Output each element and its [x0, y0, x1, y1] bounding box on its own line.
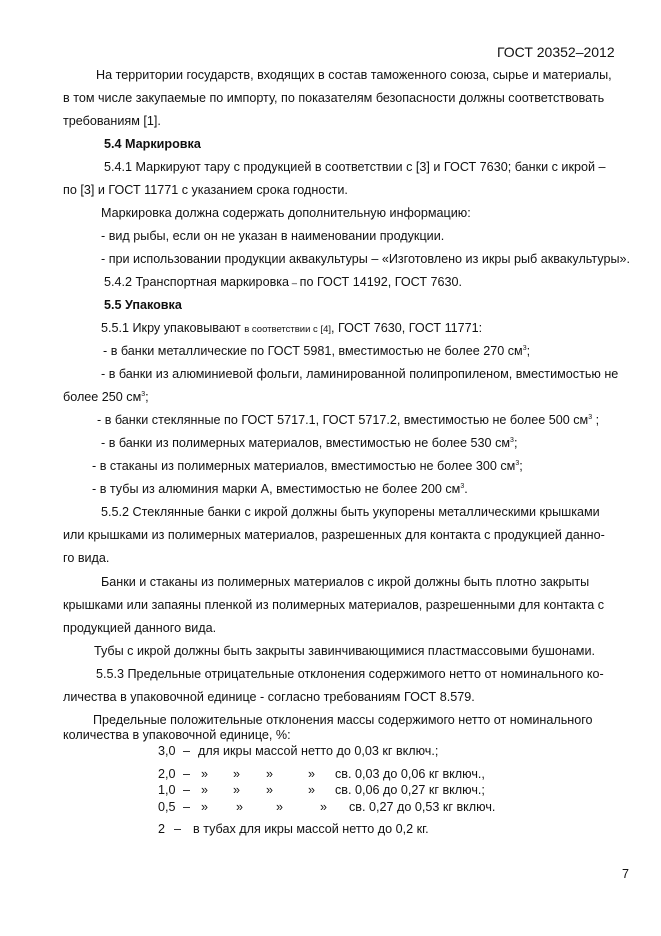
pack-item-1: [103, 343, 530, 359]
ditto-mark: »: [201, 783, 209, 797]
pack-item-1-text: - в банки металлические по ГОСТ 5981, вместимостью не более 270 см: [103, 344, 523, 358]
pack-item-6-end: .: [464, 482, 468, 496]
ditto-mark: »: [201, 767, 209, 781]
pack-item-2-line-1: - в банки из алюминиевой фольги, ламинированной полипропиленом, вместимостью не: [101, 367, 619, 381]
tolerance-value: 0,5: [158, 800, 176, 814]
tolerance-value: 2,0: [158, 767, 176, 781]
ditto-mark: »: [201, 800, 209, 814]
pos-dev-line-1: Предельные положительные отклонения массы содержимого нетто от номинального: [93, 713, 593, 727]
s552-line-3: го вида.: [63, 551, 110, 565]
tolerance-text: для икры массой нетто до 0,03 кг включ.;: [198, 744, 439, 758]
s541-line-2: по [3] и ГОСТ 11771 с указанием срока годности.: [63, 183, 348, 197]
ditto-mark: »: [266, 767, 274, 781]
pack-item-3-text: - в банки стеклянные по ГОСТ 5717.1, ГОСТ 5717.2, вместимостью не более 500 см: [97, 413, 589, 427]
intro-line-3: требованиям [1].: [63, 114, 161, 128]
pack-item-1-sup: 3: [522, 345, 527, 352]
tolerance-text: св. 0,06 до 0,27 кг включ.;: [335, 783, 485, 797]
s552-line-2: или крышками из полимерных материалов, разрешенных для контакта с продукцией данно-: [63, 528, 605, 542]
s542-text-a: 5.4.2 Транспортная маркировка: [104, 275, 290, 289]
pack-item-5-end: ;: [519, 459, 523, 473]
s542-dash: –: [289, 278, 300, 289]
page-number: 7: [622, 867, 630, 881]
pack-item-2-text: более 250 см: [63, 390, 142, 404]
pack-item-3: [97, 412, 599, 428]
ditto-mark: »: [233, 767, 241, 781]
tolerance-dash: –: [183, 800, 191, 814]
tolerance-dash: –: [183, 783, 191, 797]
ditto-mark: »: [308, 767, 316, 781]
tolerance-text: св. 0,03 до 0,06 кг включ.,: [335, 767, 485, 781]
ditto-mark: »: [233, 783, 241, 797]
intro-line-1: На территории государств, входящих в состав таможенного союза, сырье и материалы,: [96, 68, 612, 82]
pack-item-4-text: - в банки из полимерных материалов, вместимостью не более 530 см: [101, 436, 511, 450]
tubes-line: Тубы с икрой должны быть закрыты завинчивающимися пластмассовыми бушонами.: [94, 644, 596, 658]
s552-line-1: 5.5.2 Стеклянные банки с икрой должны быть укупорены металлическими крышками: [101, 505, 600, 519]
s542-line: [104, 274, 462, 292]
jars-line-3: продукцией данного вида.: [63, 621, 217, 635]
intro-line-2: в том числе закупаемые по импорту, по показателям безопасности должны соответствовать: [63, 91, 605, 105]
pack-item-5-text: - в стаканы из полимерных материалов, вместимостью не более 300 см: [92, 459, 516, 473]
tolerance-dash: –: [183, 767, 191, 781]
ditto-mark: »: [236, 800, 244, 814]
marking-item-1: - вид рыбы, если он не указан в наименовании продукции.: [101, 229, 445, 243]
section-5-5-title: 5.5 Упаковка: [104, 298, 182, 312]
pack-item-6-text: - в тубы из алюминия марки А, вместимостью не более 200 см: [92, 482, 461, 496]
s551-text-a: 5.5.1 Икру упаковывают: [101, 321, 245, 335]
pack-item-2-sup: 3: [141, 391, 146, 398]
marking-intro: Маркировка должна содержать дополнительную информацию:: [101, 206, 471, 220]
pack-item-2-line-2: [63, 389, 149, 405]
pack-item-4: [101, 435, 517, 451]
ditto-mark: »: [276, 800, 284, 814]
tolerance-value: 1,0: [158, 783, 176, 797]
s551-text-b: , ГОСТ 7630, ГОСТ 11771:: [331, 321, 483, 335]
pack-item-4-end: ;: [513, 436, 518, 450]
document-code: ГОСТ 20352–2012: [497, 44, 615, 60]
s551-line: [101, 320, 482, 338]
tolerance-dash: –: [174, 822, 182, 836]
jars-line-2: крышками или запаяны пленкой из полимерных материалов, разрешенными для контакта с: [63, 598, 605, 612]
tolerance-text: в тубах для икры массой нетто до 0,2 кг.: [193, 822, 429, 836]
section-5-4-title: 5.4 Маркировка: [104, 137, 201, 151]
ditto-mark: »: [308, 783, 316, 797]
pack-item-5: [92, 458, 523, 474]
s553-line-1: 5.5.3 Предельные отрицательные отклонения содержимого нетто от номинального ко-: [96, 667, 604, 681]
ditto-mark: »: [266, 783, 274, 797]
marking-item-2: - при использовании продукции аквакультуры – «Изготовлено из икры рыб аквакультуры».: [101, 252, 631, 266]
tolerance-value: 3,0: [158, 744, 176, 758]
ditto-mark: »: [320, 800, 328, 814]
pack-item-4-sup: 3: [510, 437, 514, 444]
pack-item-6-sup: 3: [460, 483, 465, 490]
pack-item-2-end: ;: [145, 390, 149, 404]
pack-item-1-end: ;: [526, 344, 531, 358]
pack-item-5-sup: 3: [515, 460, 520, 467]
s553-line-2: личества в упаковочной единице - согласно требованиям ГОСТ 8.579.: [63, 690, 475, 704]
s551-small-text: в соответствии с [4]: [244, 324, 332, 335]
tolerance-value: 2: [158, 822, 166, 836]
tolerance-text: св. 0,27 до 0,53 кг включ.: [349, 800, 496, 814]
s541-line-1: 5.4.1 Маркируют тару с продукцией в соответствии с [3] и ГОСТ 7630; банки с икрой –: [104, 160, 606, 174]
tolerance-dash: –: [183, 744, 191, 758]
pos-dev-line-2: количества в упаковочной единице, %:: [63, 728, 291, 742]
pack-item-3-end: ;: [592, 413, 600, 427]
s542-text-b: по ГОСТ 14192, ГОСТ 7630.: [299, 275, 463, 289]
jars-line-1: Банки и стаканы из полимерных материалов с икрой должны быть плотно закрыты: [101, 575, 590, 589]
pack-item-3-sup: 3: [588, 414, 593, 421]
pack-item-6: [92, 481, 468, 497]
